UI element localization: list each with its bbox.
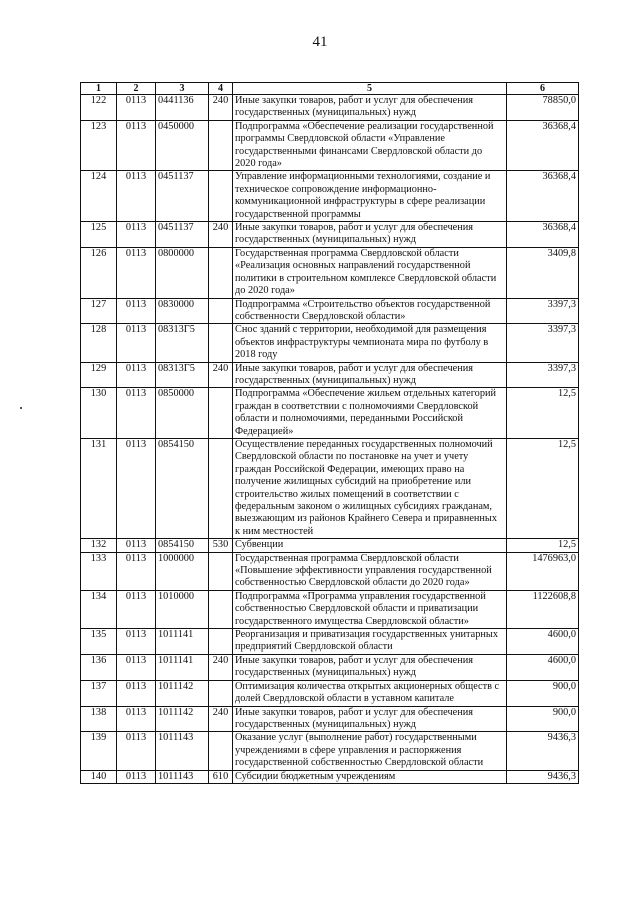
budget-table: [80, 82, 579, 784]
header-col-6: 6: [507, 83, 579, 95]
section-code: 0113: [117, 552, 156, 590]
section-code: 0113: [117, 120, 156, 171]
table-row: [81, 654, 579, 680]
table-row: [81, 388, 579, 439]
scan-speck: [20, 407, 22, 409]
amount: 12,5: [507, 438, 579, 538]
table-body: [81, 95, 579, 784]
target-article-code: 0451137: [156, 222, 209, 248]
amount: 36368,4: [507, 171, 579, 222]
section-code: 0113: [117, 590, 156, 628]
target-article-code: 0800000: [156, 247, 209, 298]
target-article-code: 0441136: [156, 95, 209, 121]
section-code: 0113: [117, 732, 156, 770]
target-article-code: 0450000: [156, 120, 209, 171]
section-code: 0113: [117, 95, 156, 121]
table-row: [81, 324, 579, 362]
amount: 36368,4: [507, 120, 579, 171]
expense-type-code: [209, 629, 233, 655]
amount: 3397,3: [507, 324, 579, 362]
amount: 4600,0: [507, 629, 579, 655]
row-number: 129: [81, 362, 117, 388]
item-name: Субвенции: [233, 539, 507, 552]
amount: 12,5: [507, 539, 579, 552]
expense-type-code: [209, 171, 233, 222]
row-number: 127: [81, 298, 117, 324]
section-code: 0113: [117, 680, 156, 706]
table-row: [81, 362, 579, 388]
table-row: [81, 95, 579, 121]
amount: 3409,8: [507, 247, 579, 298]
expense-type-code: [209, 247, 233, 298]
row-number: 132: [81, 539, 117, 552]
expense-type-code: [209, 298, 233, 324]
item-name: Иные закупки товаров, работ и услуг для обеспечения государственных (муниципальных) нужд: [233, 95, 507, 121]
expense-type-code: [209, 324, 233, 362]
table-row: [81, 706, 579, 732]
section-code: 0113: [117, 438, 156, 538]
target-article-code: 1011143: [156, 732, 209, 770]
item-name: Государственная программа Свердловской области «Повышение эффективности управления государственной собственностью Свердловской области до 2020 года»: [233, 552, 507, 590]
section-code: 0113: [117, 324, 156, 362]
item-name: Иные закупки товаров, работ и услуг для обеспечения государственных (муниципальных) нужд: [233, 362, 507, 388]
section-code: 0113: [117, 298, 156, 324]
expense-type-code: 530: [209, 539, 233, 552]
target-article-code: 0854150: [156, 438, 209, 538]
amount: 36368,4: [507, 222, 579, 248]
table-row: [81, 438, 579, 538]
section-code: 0113: [117, 222, 156, 248]
row-number: 140: [81, 770, 117, 783]
target-article-code: 0854150: [156, 539, 209, 552]
amount: 9436,3: [507, 732, 579, 770]
amount: 1476963,0: [507, 552, 579, 590]
row-number: 133: [81, 552, 117, 590]
section-code: 0113: [117, 770, 156, 783]
row-number: 125: [81, 222, 117, 248]
item-name: Подпрограмма «Обеспечение реализации государственной программы Свердловской области «Управление государственными финансами Свердловской области до 2020 года»: [233, 120, 507, 171]
amount: 900,0: [507, 706, 579, 732]
item-name: Иные закупки товаров, работ и услуг для обеспечения государственных (муниципальных) нужд: [233, 706, 507, 732]
item-name: Иные закупки товаров, работ и услуг для обеспечения государственных (муниципальных) нужд: [233, 654, 507, 680]
row-number: 130: [81, 388, 117, 439]
row-number: 137: [81, 680, 117, 706]
expense-type-code: [209, 590, 233, 628]
target-article-code: 08313Г5: [156, 324, 209, 362]
row-number: 139: [81, 732, 117, 770]
target-article-code: 1011142: [156, 680, 209, 706]
row-number: 122: [81, 95, 117, 121]
section-code: 0113: [117, 362, 156, 388]
header-col-3: 3: [156, 83, 209, 95]
expense-type-code: [209, 732, 233, 770]
row-number: 126: [81, 247, 117, 298]
table-row: [81, 222, 579, 248]
amount: 900,0: [507, 680, 579, 706]
item-name: Государственная программа Свердловской области «Реализация основных направлений государственной политики в строительном комплексе Свердловской области до 2020 года»: [233, 247, 507, 298]
item-name: Реорганизация и приватизация государственных унитарных предприятий Свердловской области: [233, 629, 507, 655]
section-code: 0113: [117, 171, 156, 222]
amount: 1122608,8: [507, 590, 579, 628]
item-name: Осуществление переданных государственных полномочий Свердловской области по постановке на учет и учету граждан Российской Федерации, имеющих право на получение жилищных субсидий на приобретение или строительство жилых помещений в соответствии с федеральным законом о жилищных субсидиях гражданам, выезжающим из районов Крайнего Севера и приравненных к ним местностей: [233, 438, 507, 538]
item-name: Субсидии бюджетным учреждениям: [233, 770, 507, 783]
target-article-code: 1011141: [156, 629, 209, 655]
target-article-code: 0830000: [156, 298, 209, 324]
target-article-code: 0850000: [156, 388, 209, 439]
header-col-4: 4: [209, 83, 233, 95]
header-col-1: 1: [81, 83, 117, 95]
amount: 12,5: [507, 388, 579, 439]
expense-type-code: 610: [209, 770, 233, 783]
target-article-code: 1000000: [156, 552, 209, 590]
table-row: [81, 247, 579, 298]
row-number: 124: [81, 171, 117, 222]
header-col-2: 2: [117, 83, 156, 95]
header-col-5: 5: [233, 83, 507, 95]
expense-type-code: 240: [209, 706, 233, 732]
item-name: Снос зданий с территории, необходимой для размещения объектов инфраструктуры чемпионата мира по футболу в 2018 году: [233, 324, 507, 362]
amount: 4600,0: [507, 654, 579, 680]
expense-type-code: [209, 552, 233, 590]
amount: 78850,0: [507, 95, 579, 121]
section-code: 0113: [117, 539, 156, 552]
expense-type-code: 240: [209, 654, 233, 680]
section-code: 0113: [117, 388, 156, 439]
table-row: [81, 590, 579, 628]
expense-type-code: [209, 680, 233, 706]
amount: 3397,3: [507, 362, 579, 388]
table-row: [81, 539, 579, 552]
row-number: 136: [81, 654, 117, 680]
table-row: [81, 732, 579, 770]
row-number: 123: [81, 120, 117, 171]
expense-type-code: [209, 388, 233, 439]
header-row: [81, 83, 579, 95]
item-name: Подпрограмма «Программа управления государственной собственностью Свердловской области и приватизации государственного имущества Свердловской области»: [233, 590, 507, 628]
row-number: 138: [81, 706, 117, 732]
target-article-code: 1011142: [156, 706, 209, 732]
expense-type-code: 240: [209, 95, 233, 121]
row-number: 128: [81, 324, 117, 362]
amount: 9436,3: [507, 770, 579, 783]
table-row: [81, 629, 579, 655]
expense-type-code: [209, 438, 233, 538]
target-article-code: 1011141: [156, 654, 209, 680]
target-article-code: 0451137: [156, 171, 209, 222]
page-number: 41: [312, 34, 328, 50]
target-article-code: 1010000: [156, 590, 209, 628]
row-number: 135: [81, 629, 117, 655]
table-row: [81, 680, 579, 706]
target-article-code: 08313Г5: [156, 362, 209, 388]
section-code: 0113: [117, 706, 156, 732]
table-row: [81, 298, 579, 324]
amount: 3397,3: [507, 298, 579, 324]
row-number: 134: [81, 590, 117, 628]
section-code: 0113: [117, 247, 156, 298]
item-name: Иные закупки товаров, работ и услуг для обеспечения государственных (муниципальных) нужд: [233, 222, 507, 248]
table-header: [81, 83, 579, 95]
target-article-code: 1011143: [156, 770, 209, 783]
expense-type-code: [209, 120, 233, 171]
item-name: Оказание услуг (выполнение работ) государственными учреждениями в сфере управления и распоряжения государственной собственностью Свердловской области: [233, 732, 507, 770]
section-code: 0113: [117, 654, 156, 680]
table-row: [81, 120, 579, 171]
item-name: Подпрограмма «Строительство объектов государственной собственности Свердловской области»: [233, 298, 507, 324]
section-code: 0113: [117, 629, 156, 655]
row-number: 131: [81, 438, 117, 538]
expense-type-code: 240: [209, 222, 233, 248]
item-name: Подпрограмма «Обеспечение жильем отдельных категорий граждан в соответствии с полномочиями Свердловской области и полномочиями, переданными Российской Федерацией»: [233, 388, 507, 439]
item-name: Оптимизация количества открытых акционерных обществ с долей Свердловской области в уставном капитале: [233, 680, 507, 706]
table-row: [81, 552, 579, 590]
table-row: [81, 770, 579, 783]
item-name: Управление информационными технологиями, создание и техническое сопровождение информационно-коммуникационной инфраструктуры в сфере реализации государственной программы: [233, 171, 507, 222]
expense-type-code: 240: [209, 362, 233, 388]
table-row: [81, 171, 579, 222]
